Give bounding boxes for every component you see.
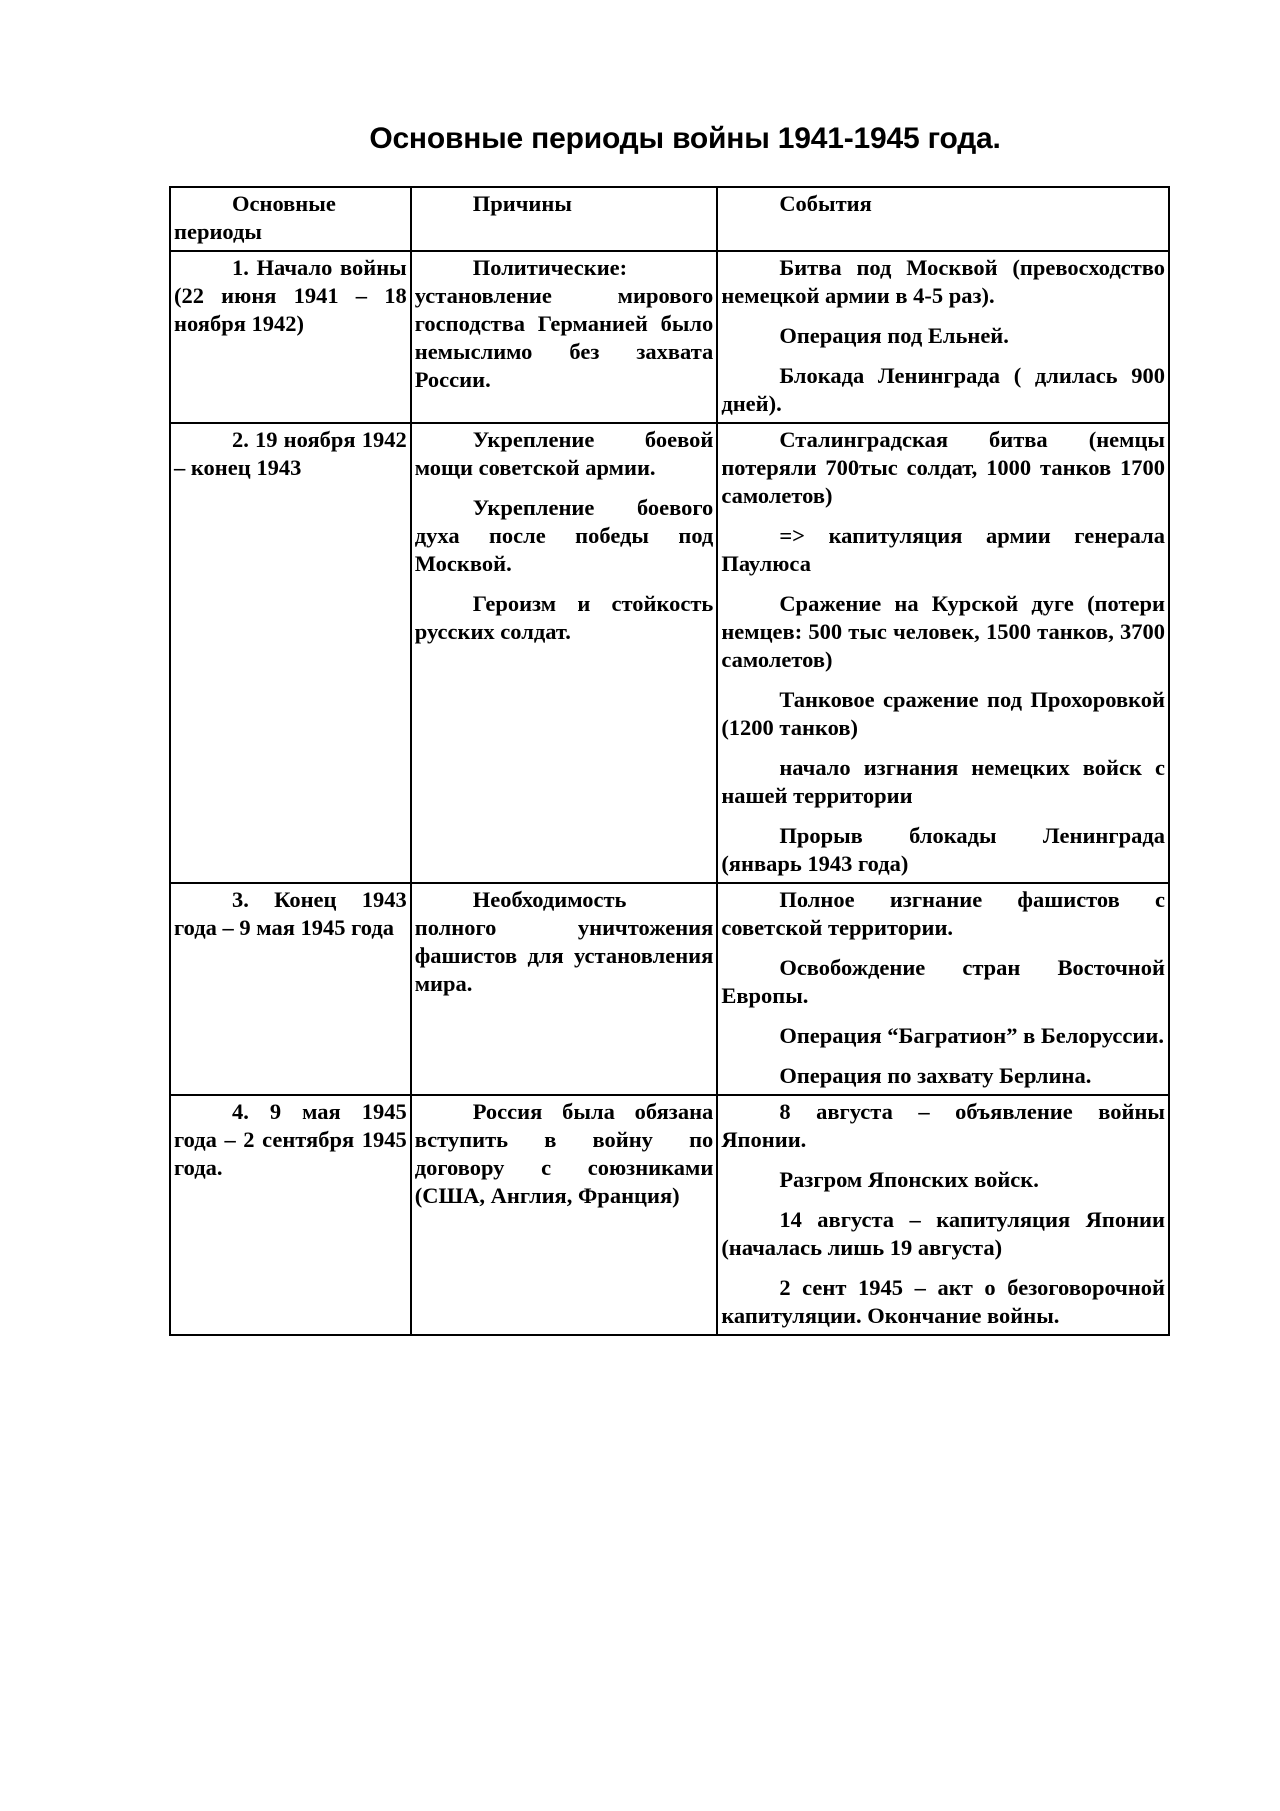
event-text: Операция по захвату Берлина.: [779, 1063, 1092, 1088]
table-row: [170, 423, 1169, 883]
event-text: Сталинградская битва (немцы потеряли 700тыс солдат, 1000 танков 1700 самолетов): [721, 427, 1165, 508]
period-text: 4. 9 мая 1945 года – 2 сентября 1945 года.: [174, 1099, 407, 1180]
period-text: 2. 19 ноября 1942 – конец 1943: [174, 427, 407, 480]
header-periods: Основные периоды: [170, 187, 411, 251]
event-text: Операция “Багратион” в Белоруссии.: [779, 1023, 1164, 1048]
table-row: [170, 251, 1169, 423]
events-cell: [717, 423, 1169, 883]
period-cell: [170, 1095, 411, 1335]
event-text: 8 августа – объявление войны Японии.: [721, 1099, 1165, 1152]
header-events: События: [717, 187, 1169, 251]
events-cell: [717, 1095, 1169, 1335]
events-cell: [717, 883, 1169, 1095]
document-title: Основные периоды войны 1941-1945 года.: [369, 122, 1001, 155]
table-header-row: [170, 187, 1169, 251]
event-text: Операция под Ельней.: [779, 323, 1009, 348]
event-text: Битва под Москвой (превосходство немецкой армии в 4-5 раз).: [721, 255, 1165, 308]
cause-text: Политические: установление мирового господства Германией было немыслимо без захвата России.: [414, 255, 714, 392]
causes-cell: [411, 1095, 718, 1335]
event-text: Сражение на Курской дуге (потери немцев: 500 тыс человек, 1500 танков, 3700 самолетов): [721, 591, 1165, 672]
event-text: Полное изгнание фашистов с советской территории.: [721, 887, 1165, 940]
event-text: Прорыв блокады Ленинграда (январь 1943 года): [721, 823, 1165, 876]
period-cell: [170, 423, 411, 883]
cause-text: Героизм и стойкость русских солдат.: [414, 591, 714, 644]
event-text: Танковое сражение под Прохоровкой (1200 танков): [721, 687, 1165, 740]
period-text: 3. Конец 1943 года – 9 мая 1945 года: [174, 887, 407, 940]
causes-cell: [411, 883, 718, 1095]
event-text: Разгром Японских войск.: [779, 1167, 1039, 1192]
event-text: Освобождение стран Восточной Европы.: [721, 955, 1165, 1008]
event-text: Блокада Ленинграда ( длилась 900 дней).: [721, 363, 1165, 416]
header-causes: Причины: [411, 187, 718, 251]
table-row: [170, 883, 1169, 1095]
period-cell: [170, 251, 411, 423]
cause-text: Россия была обязана вступить в войну по договору с союзниками (США, Англия, Франция): [414, 1099, 714, 1208]
event-text: => капитуляция армии генерала Паулюса: [721, 523, 1165, 576]
cause-text: Необходимость полного уничтожения фашистов для установления мира.: [414, 887, 714, 996]
war-periods-table: [169, 186, 1170, 1336]
period-cell: [170, 883, 411, 1095]
table-row: [170, 1095, 1169, 1335]
cause-text: Укрепление боевого духа после победы под Москвой.: [414, 495, 714, 576]
cause-text: Укрепление боевой мощи советской армии.: [414, 427, 714, 480]
causes-cell: [411, 423, 718, 883]
event-text: 14 августа – капитуляция Японии (началась лишь 19 августа): [721, 1207, 1165, 1260]
events-cell: [717, 251, 1169, 423]
event-text: 2 сент 1945 – акт о безоговорочной капитуляции. Окончание войны.: [721, 1275, 1165, 1328]
causes-cell: [411, 251, 718, 423]
event-text: начало изгнания немецких войск с нашей территории: [721, 755, 1165, 808]
period-text: 1. Начало войны (22 июня 1941 – 18 ноября 1942): [174, 255, 407, 336]
